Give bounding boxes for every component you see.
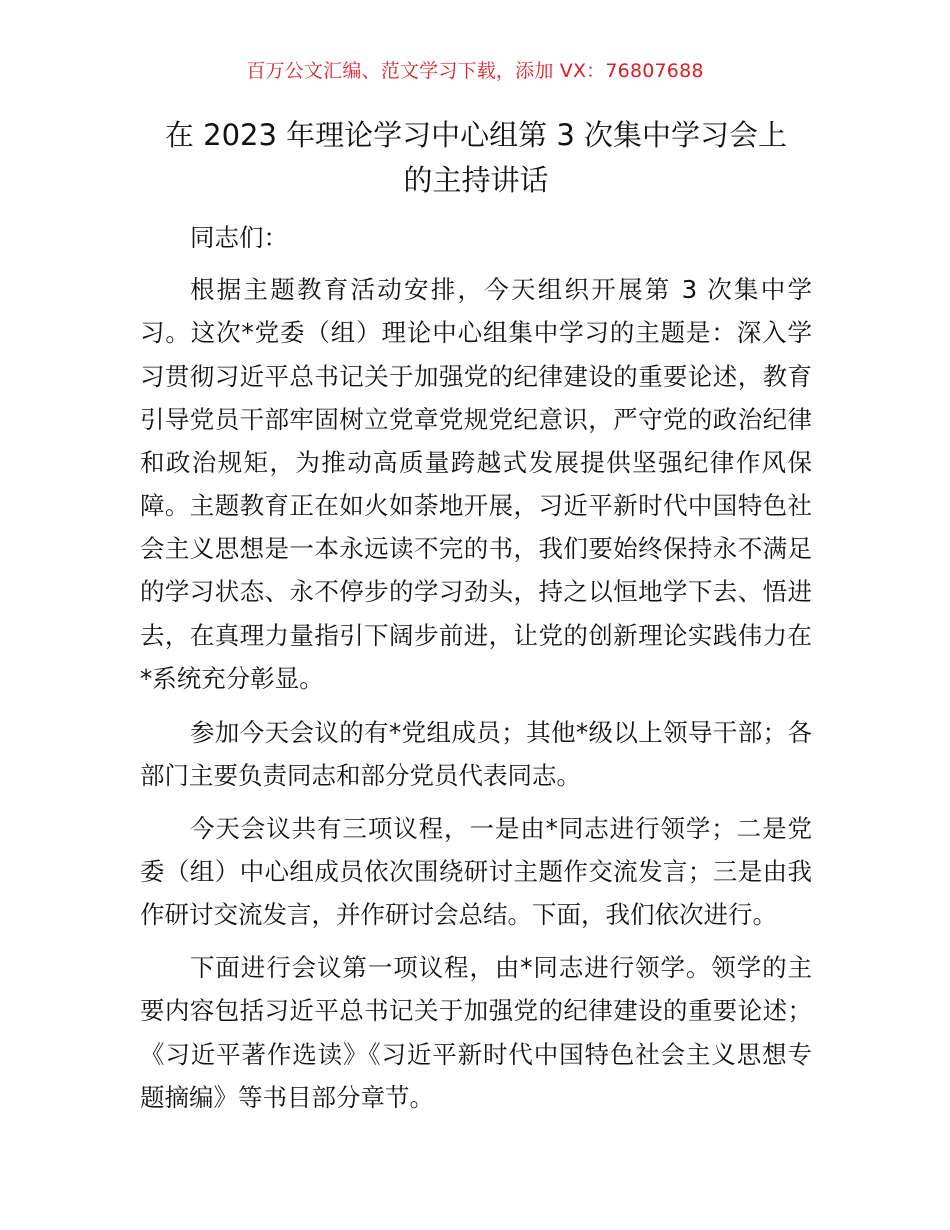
paragraph-2-line: 参加今天会议的有*党组成员；其他*级以上领导干部；各	[190, 718, 812, 747]
paragraph-4-line: 要内容包括习近平总书记关于加强党的纪律建设的重要论述；	[140, 996, 812, 1025]
paragraph-1-line: 和政治规矩，为推动高质量跨越式发展提供坚强纪律作风保	[140, 448, 812, 477]
paragraph-3-line: 作研讨交流发言，并作研讨会总结。下面，我们依次进行。	[140, 900, 777, 929]
paragraph-1-line: 的学习状态、永不停步的学习劲头，持之以恒地学下去、悟进	[140, 577, 812, 606]
paragraph-1-line: 习。这次*党委（组）理论中心组集中学习的主题是：深入学	[140, 318, 812, 347]
paragraph-1-line: 去，在真理力量指引下阔步前进，让党的创新理论实践伟力在	[140, 621, 812, 650]
paragraph-3-line: 今天会议共有三项议程，一是由*同志进行领学；二是党	[190, 814, 812, 843]
salutation: 同志们：	[190, 223, 288, 252]
paragraph-1-line: 习贯彻习近平总书记关于加强党的纪律建设的重要论述，教育	[140, 362, 812, 391]
paragraph-4-line: 《习近平著作选读》《习近平新时代中国特色社会主义思想专	[140, 1040, 812, 1069]
paragraph-4-line: 题摘编》等书目部分章节。	[140, 1083, 434, 1112]
paragraph-1-line: *系统充分彰显。	[140, 664, 324, 693]
paragraph-2-line: 部门主要负责同志和部分党员代表同志。	[140, 761, 581, 790]
paragraph-3-line: 委（组）中心组成员依次围绕研讨主题作交流发言；三是由我	[140, 857, 812, 886]
paragraph-1-line: 引导党员干部牢固树立党章党规党纪意识，严守党的政治纪律	[140, 405, 812, 434]
paragraph-1-line: 会主义思想是一本永远读不完的书，我们要始终保持永不满足	[140, 534, 812, 563]
document-title-line-1: 在 2023 年理论学习中心组第 3 次集中学习会上	[164, 118, 788, 152]
paragraph-4-line: 下面进行会议第一项议程，由*同志进行领学。领学的主	[190, 953, 812, 982]
document-title-line-2: 的主持讲话	[403, 163, 549, 197]
paragraph-1-line: 根据主题教育活动安排，今天组织开展第 3 次集中学	[190, 275, 812, 304]
watermark-header: 百万公文汇编、范文学习下载，添加 VX：76807688	[246, 60, 704, 82]
paragraph-1-line: 障。主题教育正在如火如荼地开展，习近平新时代中国特色社	[140, 491, 812, 520]
